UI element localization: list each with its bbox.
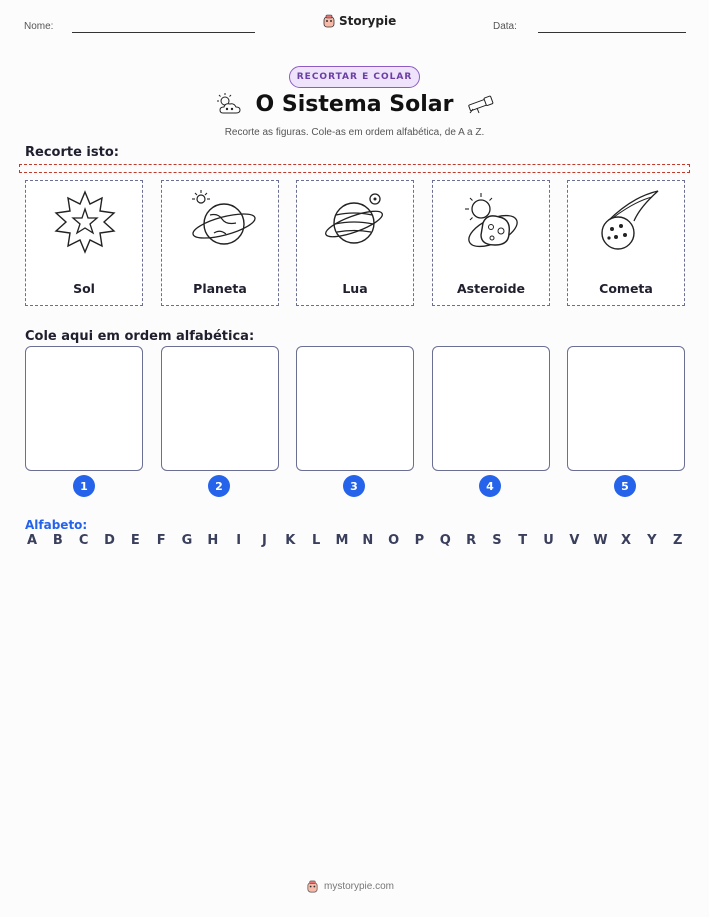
storypie-logo-icon [306,880,319,893]
cut-card-planet[interactable] [161,180,279,306]
alphabet-letter: M [335,533,349,548]
alphabet-letter: E [130,533,140,548]
activity-type-badge: RECORTAR E COLAR [289,66,420,88]
card-label: Planeta [193,281,247,296]
moon-icon [321,187,391,257]
date-line[interactable] [538,32,686,33]
position-number: 3 [343,475,365,497]
cut-card-sun[interactable] [25,180,143,306]
position-number: 5 [614,475,636,497]
alphabet-letter: N [362,533,374,548]
footer-url[interactable]: mystorypie.com [324,881,395,892]
alphabet-letter: U [543,533,554,548]
alphabet-letter: D [104,533,115,548]
alphabet-letter: W [593,533,608,548]
alphabet-letter: L [311,533,321,548]
paste-box-4[interactable] [432,346,550,471]
card-label: Sol [73,281,95,296]
alphabet-letter: C [78,533,89,548]
alphabet-letter: F [156,533,166,548]
storypie-logo-icon [322,14,336,28]
alphabet-letter: K [285,533,296,548]
alphabet-letter: X [621,533,632,548]
alphabet-letter: G [181,533,193,548]
alphabet-letter: J [262,533,267,548]
instructions: Recorte as figuras. Cole-as em ordem alfabética, de A a Z. [224,127,485,138]
date-label: Data: [493,21,517,32]
planet-icon [186,187,256,257]
paste-box-1[interactable] [25,346,143,471]
sun-icon [50,187,120,257]
name-line[interactable] [72,32,255,33]
alphabet-letter: O [388,533,400,548]
position-number: 1 [73,475,95,497]
footer [306,880,394,893]
brand-logo [322,14,396,28]
cut-card-asteroid[interactable] [432,180,550,306]
alphabet-letter: R [466,533,477,548]
page-title: O Sistema Solar [255,92,454,117]
card-label: Cometa [599,281,653,296]
alphabet-letter: H [207,533,219,548]
asteroid-icon [457,187,527,257]
cut-line [19,164,690,173]
alphabet-row [25,533,685,548]
name-label: Nome: [24,21,54,32]
position-number: 4 [479,475,501,497]
cut-card-comet[interactable] [567,180,685,306]
alphabet-letter: A [26,533,38,548]
alphabet-label: Alfabeto: [25,518,88,532]
alphabet-letter: Z [672,533,683,548]
card-label: Lua [342,281,368,296]
paste-box-3[interactable] [296,346,414,471]
alphabet-letter: Q [439,533,451,548]
alphabet-letter: S [492,533,502,548]
cut-section-label: Recorte isto: [25,145,119,160]
card-label: Asteroide [456,281,526,296]
alphabet-letter: B [52,533,63,548]
alphabet-letter: I [236,533,242,548]
alphabet-letter: P [414,533,425,548]
position-number: 2 [208,475,230,497]
paste-box-2[interactable] [161,346,279,471]
paste-section-label: Cole aqui em ordem alfabética: [25,329,255,344]
alphabet-letter: V [569,533,580,548]
cut-card-moon[interactable] [296,180,414,306]
alphabet-letter: Y [647,533,657,548]
brand-name: Storypie [339,14,397,28]
telescope-icon [465,94,495,114]
alphabet-letter: T [518,533,528,548]
comet-icon [592,187,662,257]
paste-box-5[interactable] [567,346,685,471]
